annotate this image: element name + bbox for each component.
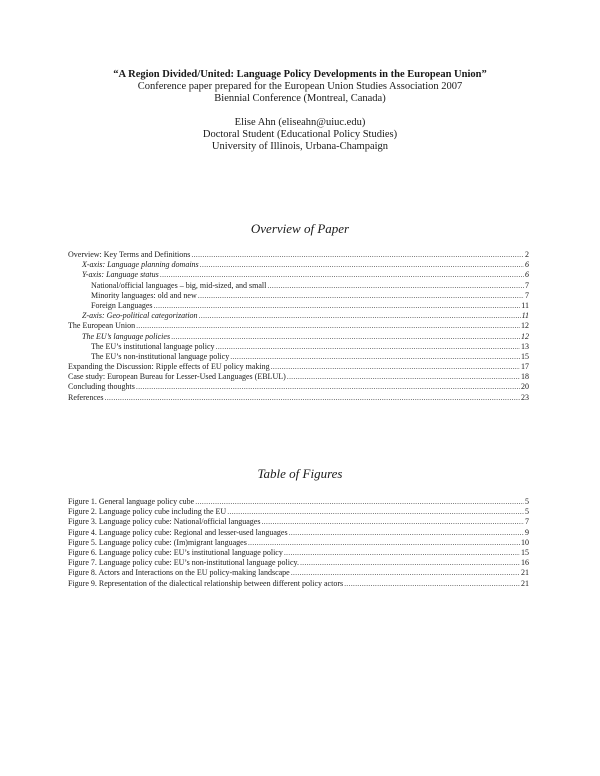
toc-entry[interactable]: The European Union ..... 12: [68, 321, 529, 331]
toc-entry[interactable]: Overview: Key Terms and Definitions ..... 2: [68, 250, 529, 260]
author-affiliation: University of Illinois, Urbana-Champaign: [211, 141, 389, 152]
figure-entry[interactable]: Figure 3. Language policy cube: National/official languages ..... 7: [68, 517, 529, 527]
toc-entry[interactable]: The EU’s non-institutional language policy ..... 15: [68, 352, 529, 362]
toc-entry[interactable]: Case study: European Bureau for Lesser-Used Languages (EBLUL) ..... 18: [68, 372, 529, 382]
overview-toc: [68, 250, 529, 403]
author-position: Doctoral Student (Educational Policy Studies): [202, 129, 398, 140]
overview-heading: Overview of Paper: [250, 221, 350, 236]
conference-venue: Biennial Conference (Montreal, Canada): [214, 93, 386, 104]
figure-entry[interactable]: Figure 5. Language policy cube: (Im)migrant languages ..... 10: [68, 538, 529, 548]
figure-entry[interactable]: Figure 6. Language policy cube: EU’s institutional language policy ..... 15: [68, 548, 529, 558]
toc-entry[interactable]: References ..... 23: [68, 393, 529, 403]
author-name: Elise Ahn (eliseahn@uiuc.edu): [234, 117, 366, 128]
toc-entry[interactable]: Concluding thoughts ..... 20: [68, 382, 529, 392]
toc-entry[interactable]: Y-axis: Language status ..... 6: [68, 270, 529, 280]
title-block: [0, 69, 600, 153]
paper-title: “A Region Divided/United: Language Policy Developments in the European Union”: [113, 69, 487, 80]
toc-entry[interactable]: Foreign Languages ..... 11: [68, 301, 529, 311]
toc-entry[interactable]: The EU’s institutional language policy ..... 13: [68, 342, 529, 352]
figure-entry[interactable]: Figure 4. Language policy cube: Regional and lesser-used languages ..... 9: [68, 528, 529, 538]
toc-entry[interactable]: The EU’s language policies ..... 12: [68, 332, 529, 342]
toc-entry[interactable]: Expanding the Discussion: Ripple effects of EU policy making ..... 17: [68, 362, 529, 372]
figure-entry[interactable]: Figure 8. Actors and Interactions on the EU policy-making landscape ..... 21: [68, 568, 529, 578]
figures-list: [68, 497, 529, 589]
figure-entry[interactable]: Figure 9. Representation of the dialectical relationship between different policy actors ..... 21: [68, 579, 529, 589]
toc-entry[interactable]: X-axis: Language planning domains ..... 6: [68, 260, 529, 270]
toc-entry[interactable]: National/official languages – big, mid-sized, and small ..... 7: [68, 281, 529, 291]
figure-entry[interactable]: Figure 2. Language policy cube including the EU ..... 5: [68, 507, 529, 517]
conference-line: Conference paper prepared for the European Union Studies Association 2007: [137, 81, 463, 92]
toc-entry[interactable]: Minority languages: old and new ..... 7: [68, 291, 529, 301]
figures-heading: Table of Figures: [257, 466, 343, 481]
figure-entry[interactable]: Figure 7. Language policy cube: EU’s non-institutional language policy. ..... 16: [68, 558, 529, 568]
figure-entry[interactable]: Figure 1. General language policy cube ..... 5: [68, 497, 529, 507]
toc-entry[interactable]: Z-axis: Geo-political categorization ..... 11: [68, 311, 529, 321]
